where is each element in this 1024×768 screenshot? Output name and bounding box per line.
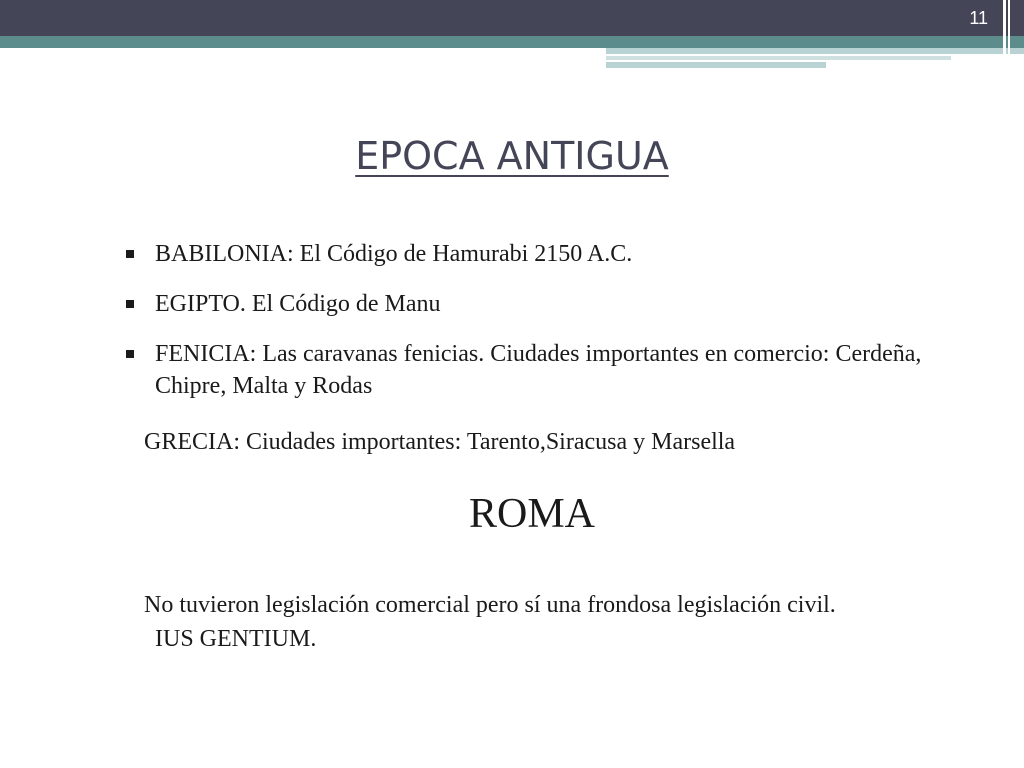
header-dark-band bbox=[0, 0, 1024, 36]
roma-heading: ROMA bbox=[468, 491, 596, 537]
bullet-text: BABILONIA: El Código de Hamurabi 2150 A.C. bbox=[155, 241, 633, 267]
header-teal-band bbox=[0, 36, 1024, 48]
list-item bbox=[118, 238, 978, 270]
roma-line-2: IUS GENTIUM. bbox=[155, 626, 317, 652]
slide-number-divider bbox=[1008, 0, 1010, 68]
grecia-paragraph: GRECIA: Ciudades importantes: Tarento,Siracusa y Marsella bbox=[144, 429, 736, 455]
header-accent-strip bbox=[606, 62, 826, 68]
roma-paragraph bbox=[144, 588, 994, 656]
bullet-text: FENICIA: Las caravanas fenicias. Ciudades importantes en comercio: Cerdeña, Chipre, Malta y Rodas bbox=[155, 341, 922, 399]
slide-number: 11 bbox=[969, 8, 988, 28]
square-bullet-icon bbox=[126, 250, 134, 258]
roma-line-1: No tuvieron legislación comercial pero sí una frondosa legislación civil. bbox=[144, 592, 836, 618]
slide-title bbox=[0, 134, 1024, 178]
bullet-text: EGIPTO. El Código de Manu bbox=[155, 291, 441, 317]
square-bullet-icon bbox=[126, 300, 134, 308]
header-accent-strip bbox=[606, 48, 1024, 54]
slide-number-divider bbox=[1003, 0, 1006, 68]
slide-title-text: EPOCA ANTIGUA bbox=[355, 134, 669, 178]
list-item bbox=[118, 338, 978, 402]
list-item bbox=[118, 288, 978, 320]
square-bullet-icon bbox=[126, 350, 134, 358]
bullet-list bbox=[118, 238, 978, 420]
header-accent-strip bbox=[606, 56, 951, 60]
